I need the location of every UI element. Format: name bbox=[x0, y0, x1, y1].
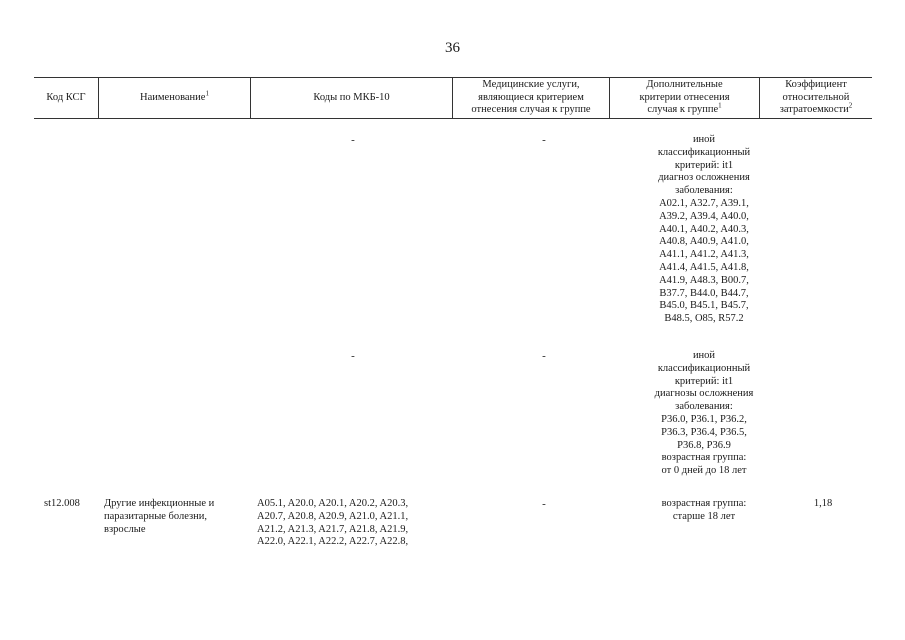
row2-criteria bbox=[634, 350, 774, 478]
header-code-label: Код КСГ bbox=[46, 91, 86, 103]
text-line: B48.5, O85, R57.2 bbox=[664, 313, 744, 325]
text-line: взрослые bbox=[104, 523, 146, 535]
row2-icd: - bbox=[351, 350, 355, 362]
row1-criteria-list bbox=[634, 134, 774, 326]
text-line: паразитарные болезни, bbox=[104, 510, 208, 522]
row1-icd: - bbox=[351, 134, 355, 146]
text-line: A22.0, A22.1, A22.2, A22.7, A22.8, bbox=[257, 536, 409, 548]
header-code bbox=[34, 78, 98, 118]
text-line: P36.0, P36.1, P36.2, bbox=[661, 413, 747, 425]
text-line: A05.1, A20.0, A20.1, A20.2, A20.3, bbox=[257, 498, 409, 509]
header-extra-criteria-label: Дополнительные критерии отнесения случая к группе$^1$ bbox=[639, 79, 730, 116]
text-line: от 0 дней до 18 лет bbox=[661, 465, 747, 477]
row2-services: - bbox=[542, 350, 546, 362]
text-line: возрастная группа: bbox=[661, 452, 747, 464]
text-line: иной bbox=[692, 134, 716, 145]
text-line: A20.7, A20.8, A20.9, A21.0, A21.1, bbox=[257, 510, 409, 522]
text-line: Другие инфекционные и bbox=[104, 498, 215, 509]
header-icd-label: Коды по МКБ-10 bbox=[313, 91, 390, 103]
header-name bbox=[98, 78, 250, 118]
text-line: классификационный bbox=[657, 362, 751, 374]
header-name-label: Наименование$^1$ bbox=[140, 89, 209, 103]
text-line: A21.2, A21.3, A21.7, A21.8, A21.9, bbox=[257, 523, 409, 535]
row3-name bbox=[104, 498, 250, 536]
header-coefficient bbox=[759, 78, 872, 118]
text-line: P36.3, P36.4, P36.5, bbox=[661, 426, 747, 438]
row3-code: st12.008 bbox=[44, 498, 80, 509]
row1-services: - bbox=[542, 134, 546, 146]
row3-name-list bbox=[104, 498, 250, 536]
table-header bbox=[34, 77, 872, 119]
text-line: заболевания: bbox=[675, 401, 733, 413]
text-line: A41.1, A41.2, A41.3, bbox=[659, 249, 749, 261]
row3-icd bbox=[257, 498, 452, 549]
text-line: A40.1, A40.2, A40.3, bbox=[659, 223, 749, 235]
text-line: A40.8, A40.9, A41.0, bbox=[659, 236, 749, 248]
text-line: критерий: it1 bbox=[674, 159, 734, 171]
text-line: P36.8, P36.9 bbox=[677, 439, 731, 451]
text-line: A41.9, A48.3, B00.7, bbox=[659, 274, 749, 286]
text-line: B45.0, B45.1, B45.7, bbox=[659, 300, 749, 312]
text-line: критерий: it1 bbox=[674, 375, 734, 387]
header-coefficient-label: Коэффициент относительной затратоемкости$^2$ bbox=[779, 79, 853, 116]
row3-criteria-list bbox=[634, 498, 774, 524]
header-extra-criteria bbox=[609, 78, 759, 118]
row3-services: - bbox=[542, 498, 546, 510]
row3-criteria bbox=[634, 498, 774, 524]
text-line: иной bbox=[692, 350, 716, 361]
text-line: возрастная группа: bbox=[661, 498, 747, 509]
row2-criteria-list bbox=[634, 350, 774, 478]
row3-coefficient: 1,18 bbox=[813, 498, 833, 509]
text-line: диагноз осложнения bbox=[658, 172, 750, 184]
header-icd bbox=[250, 78, 452, 118]
page-number: 36 bbox=[445, 40, 460, 56]
row3-icd-list bbox=[257, 498, 452, 549]
text-line: заболевания: bbox=[675, 185, 733, 197]
text-line: A02.1, A32.7, A39.1, bbox=[659, 197, 749, 209]
header-services bbox=[452, 78, 609, 118]
header-services-label: Медицинские услуги, являющиеся критерием отнесения случая к группе bbox=[471, 79, 591, 116]
row1-criteria bbox=[634, 134, 774, 326]
text-line: диагнозы осложнения bbox=[654, 388, 754, 400]
text-line: классификационный bbox=[657, 146, 751, 158]
text-line: старше 18 лет bbox=[672, 510, 736, 522]
text-line: A39.2, A39.4, A40.0, bbox=[659, 210, 749, 222]
text-line: B37.7, B44.0, B44.7, bbox=[659, 287, 749, 299]
text-line: A41.4, A41.5, A41.8, bbox=[659, 261, 749, 273]
